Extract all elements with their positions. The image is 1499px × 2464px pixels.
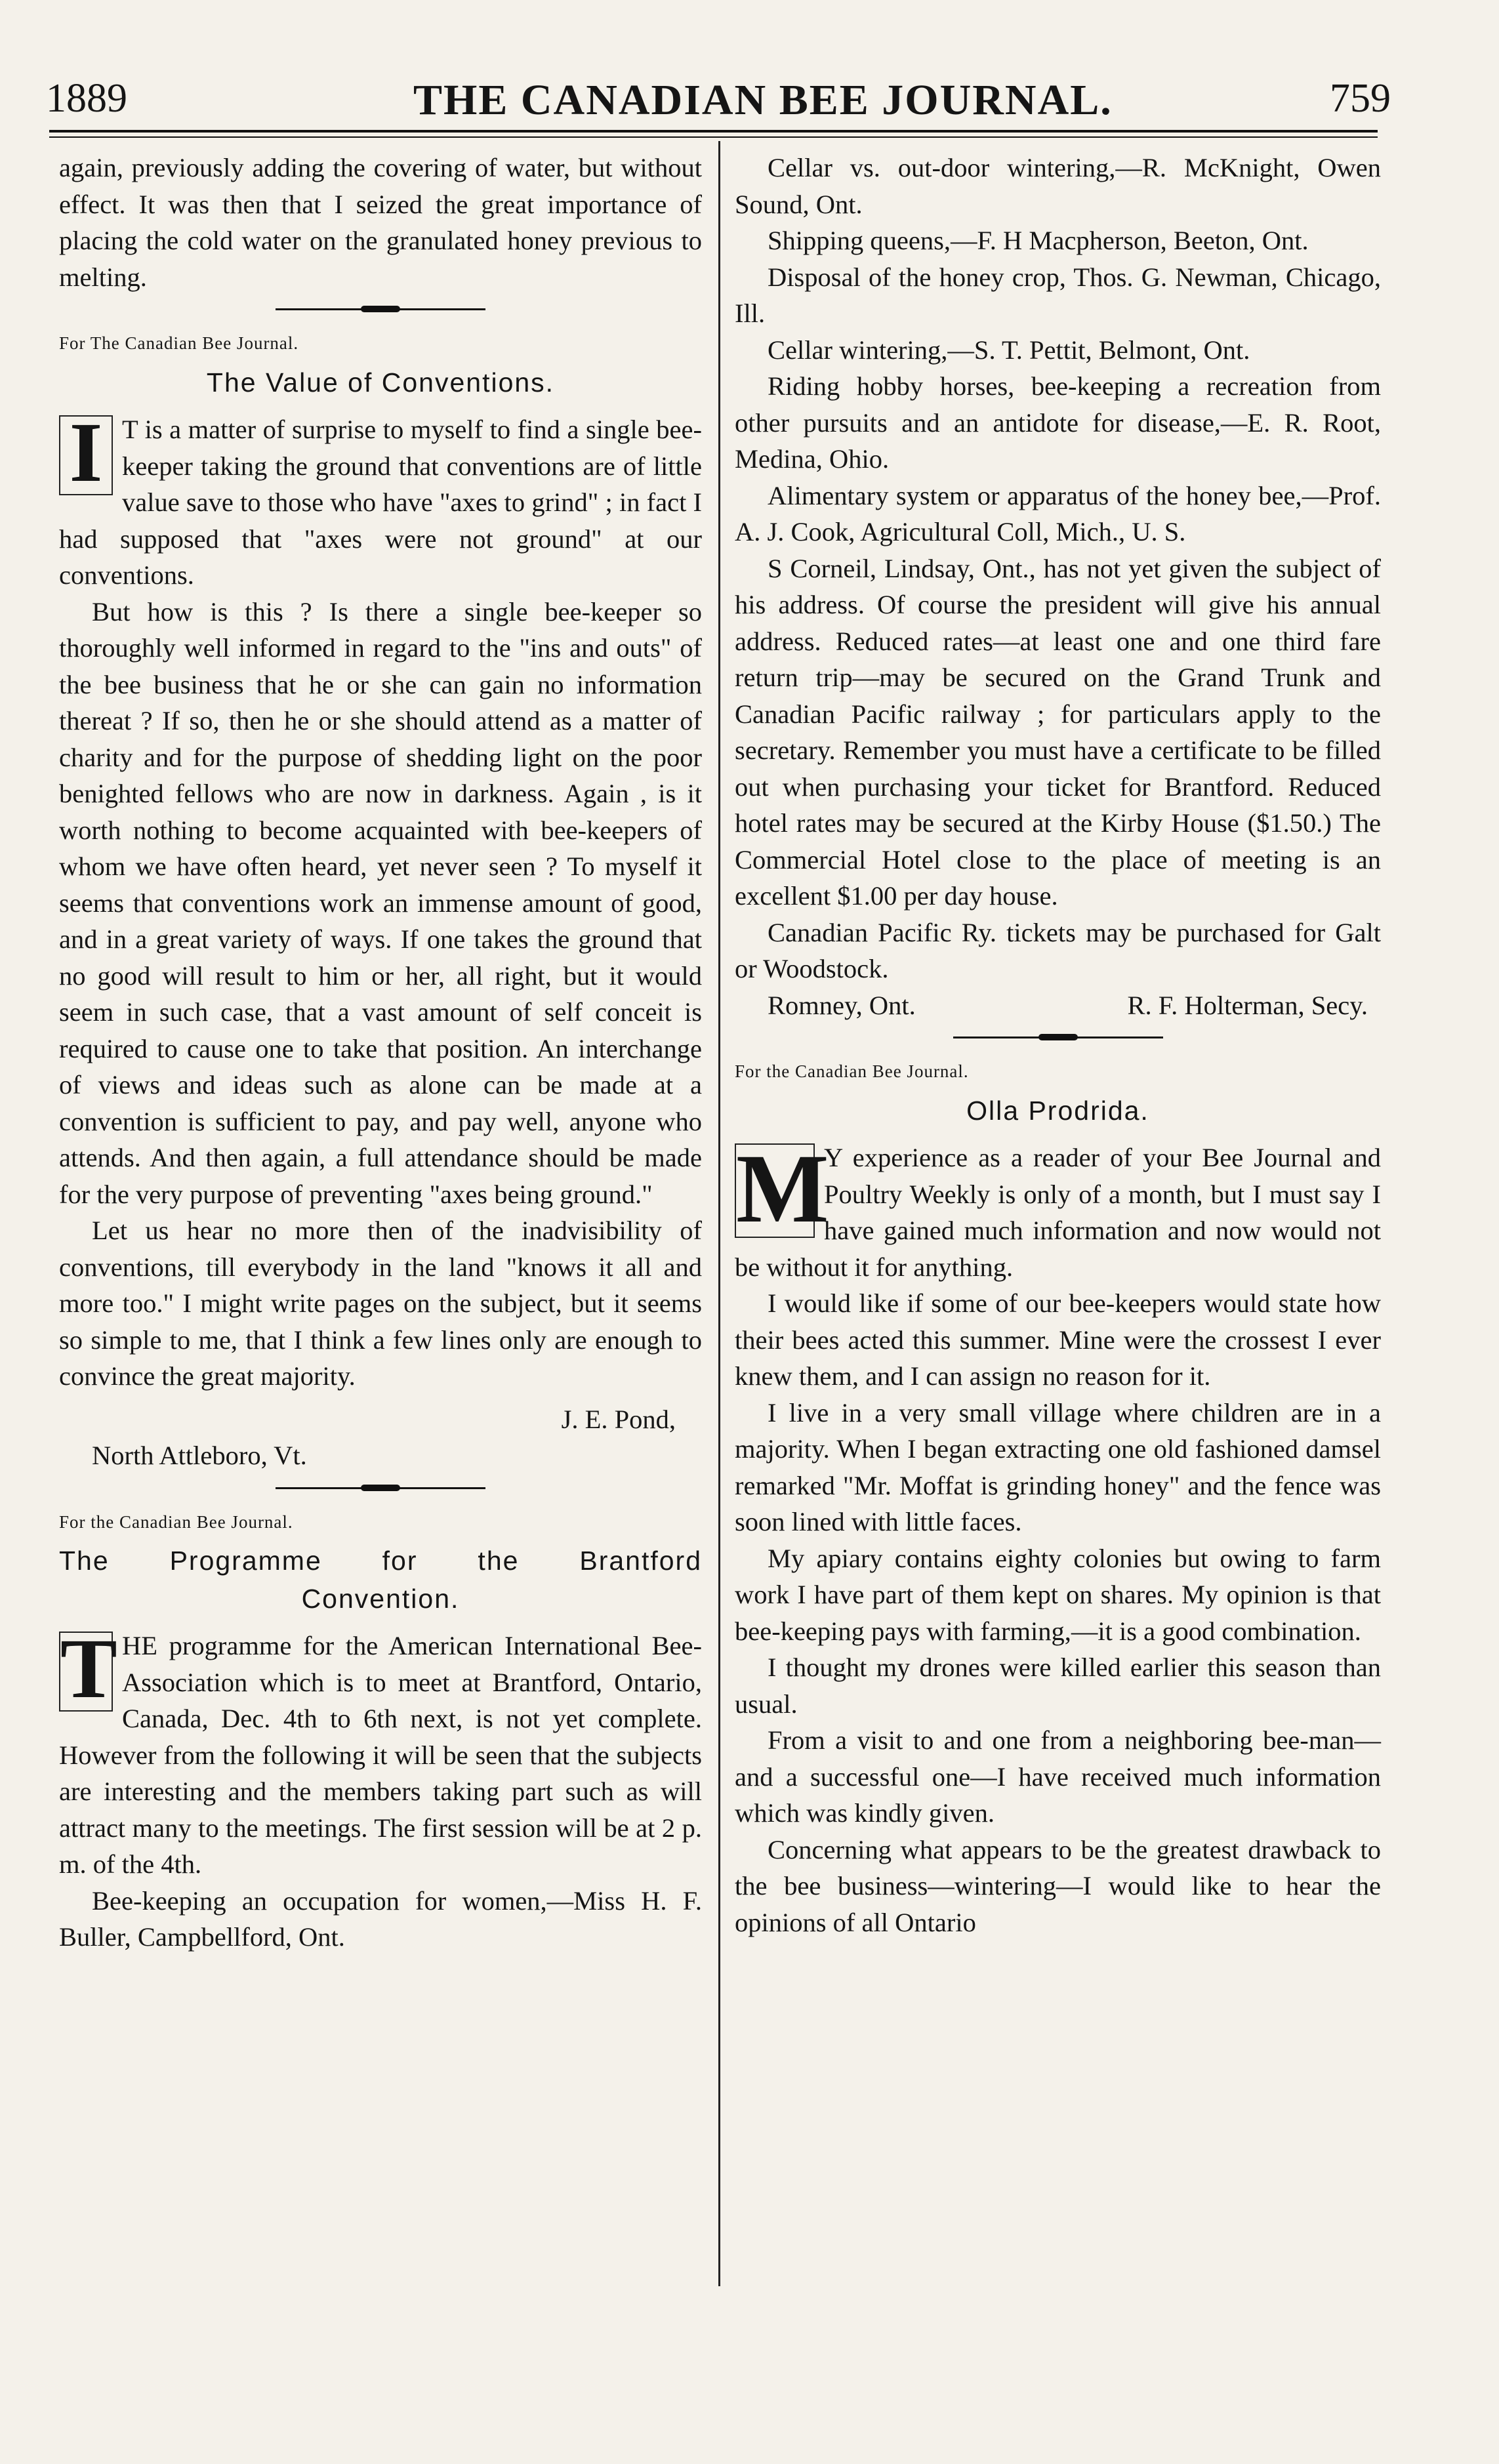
article-source-line: For the Canadian Bee Journal. xyxy=(735,1061,969,1081)
secretary-name: R. F. Holterman, Secy. xyxy=(1127,990,1368,1020)
author-location: North Attleboro, Vt. xyxy=(92,1441,307,1470)
journal-title: THE CANADIAN BEE JOURNAL. xyxy=(413,76,1113,124)
programme-item: Cellar vs. out-door wintering,—R. McKnight, Owen Sound, Ont. xyxy=(735,153,1381,219)
section-separator xyxy=(276,304,485,314)
programme-item: Disposal of the honey crop, Thos. G. Newman, Chicago, Ill. xyxy=(735,262,1381,328)
author-signature: J. E. Pond, xyxy=(561,1404,676,1434)
article-paragraph: T is a matter of surprise to myself to find a single bee-keeper taking the ground that conventions are of little value save to those who have "axes to grind" ; in fact I had supposed that "axes were not ground" at our conventions. xyxy=(59,415,702,590)
article-heading: The Programme for the Brantford xyxy=(59,1546,702,1576)
programme-item: Riding hobby horses, bee-keeping a recreation from other pursuits and an antidote for disease,—E. R. Root, Medina, Ohio. xyxy=(735,371,1381,474)
page-number: 759 xyxy=(1330,76,1391,121)
article-paragraph: Y experience as a reader of your Bee Journal and Poultry Weekly is only of a month, but I must say I have gained much information and now would not be without it for anything. xyxy=(735,1143,1381,1282)
article-heading-cont: Convention. xyxy=(301,1583,460,1614)
column-divider xyxy=(718,141,720,2286)
article-paragraph: I live in a very small village where children are in a majority. When I began extracting one old fashioned damsel remarked "Mr. Moffat is grinding honey" and the fence was soon lined with little faces. xyxy=(735,1397,1381,1536)
right-column xyxy=(735,150,1381,1940)
programme-item: Cellar wintering,—S. T. Pettit, Belmont, Ont. xyxy=(768,335,1250,365)
article-paragraph: I would like if some of our bee-keepers would state how their bees acted this summer. Mine were the crossest I ever knew them, and I can assign no reason for it. xyxy=(735,1288,1381,1391)
running-header xyxy=(46,75,1424,128)
header-rule-thin xyxy=(49,136,1378,138)
header-rule xyxy=(49,130,1378,133)
article-source-line: For the Canadian Bee Journal. xyxy=(59,1511,293,1532)
article-paragraph: Bee-keeping an occupation for women,—Miss H. F. Buller, Campbellford, Ont. xyxy=(59,1885,702,1952)
article-paragraph: My apiary contains eighty colonies but owing to farm work I have part of them kept on shares. My opinion is that bee-keeping pays with farming,—it is a good combination. xyxy=(735,1543,1381,1646)
drop-cap: M xyxy=(736,1134,829,1243)
drop-cap: I xyxy=(59,415,113,495)
secretary-location: Romney, Ont. xyxy=(768,990,916,1020)
article-paragraph: I thought my drones were killed earlier this season than usual. xyxy=(735,1653,1381,1719)
header-year: 1889 xyxy=(46,76,127,121)
article-paragraph: HE programme for the American International Bee-Association which is to meet at Brantford, Ontario, Canada, Dec. 4th to 6th next, is not yet complete. However from the following it will be seen that the subjects are interesting and the members taking part such as will attract many to the meetings. The first session will be at 2 p. m. of the 4th. xyxy=(59,1631,702,1879)
article-source-line: For The Canadian Bee Journal. xyxy=(59,333,299,353)
programme-notice: S Corneil, Lindsay, Ont., has not yet given the subject of his address. Of course the president will give his annual address. Reduced rates—at least one and one third fare return trip—may be secured on the Grand Trunk and Canadian Pacific railway ; for particulars apply to the secretary. Remember you must have a certificate to be filled out when purchasing your ticket for Brantford. Reduced hotel rates may be secured at the Kirby House ($1.50.) The Commercial Hotel close to the place of meeting is an excellent $1.00 per day house. xyxy=(735,553,1381,911)
article-paragraph: From a visit to and one from a neighboring bee-man—and a successful one—I have received much information which was kindly given. xyxy=(735,1725,1381,1828)
article-paragraph: But how is this ? Is there a single bee-keeper so thoroughly well informed in regard to the "ins and outs" of the bee business that he or she can gain no information thereat ? If so, then he or she should attend as a matter of charity and for the purpose of shedding light on the poor benighted fellows who are now in darkness. Again , is it worth nothing to become acquainted with bee-keepers of whom we have often heard, yet never seen ? To myself it seems that conventions work an immense amount of good, and in a great variety of ways. If one takes the ground that no good will result to him or her, all right, but it would seem in such case, that a vast amount of self conceit is required to cause one to take that position. An interchange of views and ideas such as alone can be made at a convention is sufficient to pay, and pay well, anyone who attends. And then again, a full attendance should be made for the very purpose of preventing "axes being ground." xyxy=(59,596,702,1209)
section-separator xyxy=(953,1033,1163,1042)
article-heading: Olla Prodrida. xyxy=(966,1095,1149,1126)
intro-paragraph: again, previously adding the covering of water, but without effect. It was then that I seized the great importance of placing the cold water on the granulated honey previous to melting. xyxy=(59,153,702,292)
article-paragraph: Concerning what appears to be the greatest drawback to the bee business—wintering—I would like to hear the opinions of all Ontario xyxy=(735,1834,1381,1937)
article-paragraph: Let us hear no more then of the inadvisibility of conventions, till everybody in the land "knows it all and more too." I might write pages on the subject, but it seems so simple to me, that I think a few lines only are enough to convince the great majority. xyxy=(59,1216,702,1391)
section-separator xyxy=(276,1483,485,1492)
drop-cap: T xyxy=(60,1622,117,1716)
left-column xyxy=(59,150,702,1956)
programme-item: Canadian Pacific Ry. tickets may be purchased for Galt or Woodstock. xyxy=(735,917,1381,983)
secretary-signature xyxy=(735,987,1381,1024)
article-heading: The Value of Conventions. xyxy=(206,367,555,398)
programme-item: Shipping queens,—F. H Macpherson, Beeton, Ont. xyxy=(768,226,1309,255)
programme-item: Alimentary system or apparatus of the honey bee,—Prof. A. J. Cook, Agricultural Coll, Mich., U. S. xyxy=(735,480,1381,546)
